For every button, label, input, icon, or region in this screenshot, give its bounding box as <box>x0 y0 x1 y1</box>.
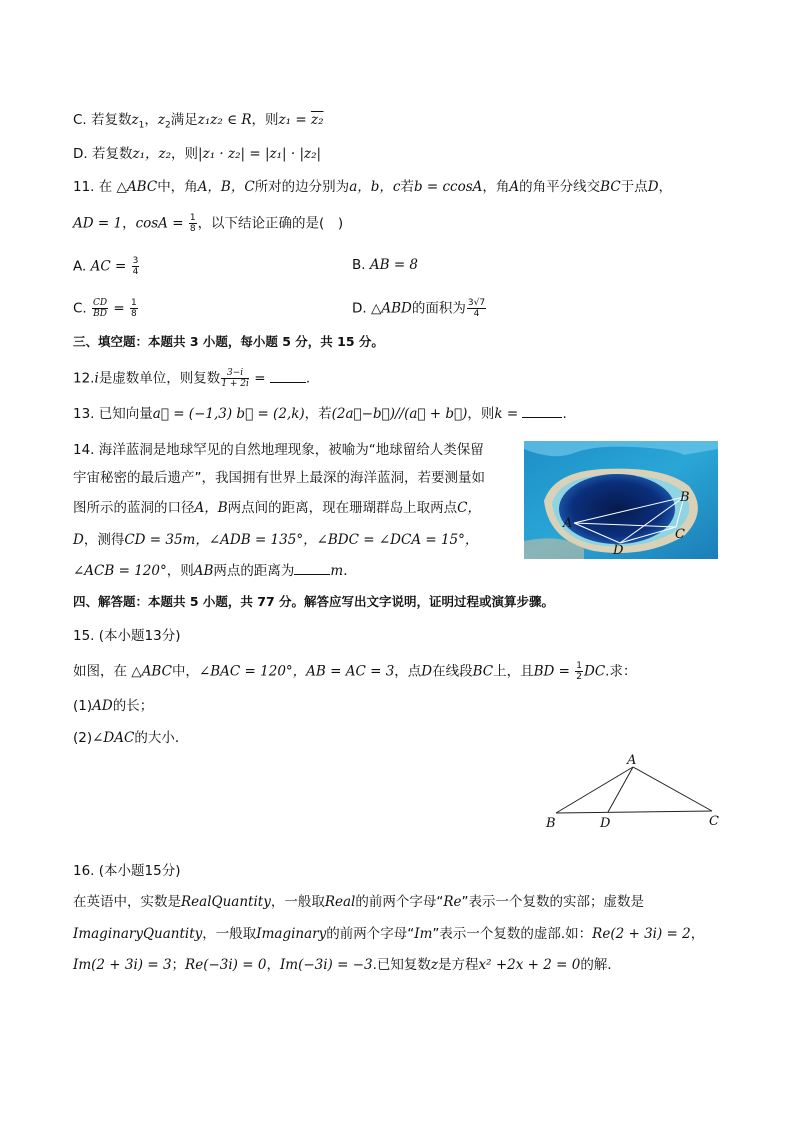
q15-stem <box>73 661 636 682</box>
text: ，角 <box>482 179 510 195</box>
sub-2: 2 <box>165 120 171 131</box>
text: 的大小． <box>134 730 189 746</box>
text: 的角平分线交 <box>519 179 601 195</box>
text: 中， <box>171 663 199 680</box>
q14-line1: 14. 海洋蓝洞是地球罕见的自然地理现象，被喻为“地球留给人类保留 <box>73 442 484 458</box>
expr-product: z₁z₂ ∈ R <box>197 112 252 128</box>
m: AD = 1 <box>73 215 123 232</box>
sub-1: 1 <box>138 120 145 131</box>
den: 4 <box>132 267 139 277</box>
text: 在英语中，实数是 <box>73 894 181 910</box>
m: AB <box>193 563 214 579</box>
den: 1 + 2i <box>221 379 249 389</box>
m: RealQuantity <box>181 894 271 910</box>
m: A，B，C <box>197 179 255 195</box>
m: z <box>430 957 439 973</box>
num: 3√7 <box>467 298 486 308</box>
text-mid: 满足 <box>170 112 198 128</box>
side-bc <box>556 811 712 813</box>
q16-line3 <box>73 956 621 974</box>
fraction <box>575 661 583 682</box>
m: Im <box>414 926 433 942</box>
m: ABC <box>141 663 172 680</box>
text: ， <box>690 926 705 942</box>
m: ABD <box>381 300 412 317</box>
m: a，b，c <box>349 179 401 195</box>
text: ，一般取 <box>202 926 257 942</box>
q11-option-b[interactable] <box>352 256 418 274</box>
text: ，则 <box>166 563 194 579</box>
text: 11. 在 △ <box>73 179 127 195</box>
m: A，B <box>194 500 228 516</box>
fraction <box>467 298 486 319</box>
triangle-svg <box>540 750 730 835</box>
text: 两点间的距离，现在珊瑚群岛上取两点 <box>227 500 458 516</box>
fraction <box>189 213 197 234</box>
q11-option-d[interactable] <box>352 298 487 319</box>
den: 8 <box>131 309 137 319</box>
fraction <box>130 298 138 319</box>
text: 12. <box>73 370 95 387</box>
m: D <box>73 532 84 548</box>
m: ∠ACB = 120° <box>73 563 167 579</box>
expr: |z₁ · z₂| = |z₁| · |z₂| <box>198 146 322 162</box>
text: 两点的距离为 <box>213 563 295 579</box>
text: C. <box>73 300 92 317</box>
m: AD <box>92 698 113 714</box>
q14-line2: 宇宙秘密的最后遗产”，我国拥有世界上最深的海洋蓝洞，若要测量如 <box>73 470 485 486</box>
text: 在线段 <box>432 663 473 680</box>
q14-line5 <box>73 562 348 580</box>
text: 是虚数单位，则复数 <box>98 370 221 387</box>
option-c-text: C. 若复数 <box>73 112 132 128</box>
q16-line2 <box>73 925 704 943</box>
text: (1) <box>73 698 93 714</box>
q15-heading: 15. (本小题13分) <box>73 628 181 644</box>
label-a: A <box>627 753 637 768</box>
text: . <box>562 406 567 422</box>
q11-option-a[interactable] <box>73 256 140 277</box>
q15-part1 <box>73 697 153 715</box>
section-4-heading: 四、解答题：本题共 5 小题，共 77 分。解答应写出文字说明，证明过程或演算步骤。 <box>73 594 555 609</box>
photo-label-b: B <box>680 490 690 505</box>
num: 1 <box>576 661 583 671</box>
text: 的面积为 <box>411 300 466 317</box>
m: ImaginaryQuantity <box>73 926 203 942</box>
m: BC <box>472 663 494 680</box>
section-3-heading: 三、填空题：本题共 3 小题，每小题 5 分，共 15 分。 <box>73 334 384 349</box>
den: 8 <box>189 224 196 234</box>
q11-stem-line1 <box>73 178 672 196</box>
text: .求： <box>605 663 637 680</box>
m: C， <box>457 500 482 516</box>
text: 于点 <box>620 179 648 195</box>
den: BD <box>93 309 107 319</box>
text: 所对的边分别为 <box>254 179 350 195</box>
triangle-figure <box>540 750 730 835</box>
q11-stem-line2 <box>73 213 343 234</box>
answer-blank[interactable] <box>294 562 330 575</box>
q12 <box>73 368 310 389</box>
den: 4 <box>473 309 480 319</box>
segment-ad <box>608 767 633 812</box>
comma: ， <box>144 112 158 128</box>
text: 若 <box>400 179 414 195</box>
text: 图所示的蓝洞的口径 <box>73 500 195 516</box>
text: A. <box>73 258 91 275</box>
text: ”表示一个复数的虚部.如： <box>432 926 593 942</box>
den: 2 <box>576 672 583 682</box>
m: ∠DAC <box>92 730 135 746</box>
text: 的解． <box>580 957 621 973</box>
text: (2) <box>73 730 93 746</box>
expr-conj: z₂ <box>310 112 324 128</box>
text-then: ，则 <box>251 112 279 128</box>
num: 3−i <box>221 368 249 379</box>
m: A <box>509 179 520 195</box>
text: ， <box>122 215 136 232</box>
q11-option-c[interactable] <box>73 298 139 319</box>
m: AC = <box>90 258 131 275</box>
m: i <box>94 370 99 387</box>
q16-heading: 16. (本小题15分) <box>73 863 181 879</box>
m: Re <box>443 894 462 910</box>
fraction <box>92 298 108 319</box>
var-z2: z <box>157 112 165 128</box>
fraction <box>132 256 140 277</box>
side-ac <box>633 767 712 811</box>
text: ，一般取 <box>270 894 325 910</box>
answer-blank[interactable] <box>522 405 562 418</box>
m: BD = <box>533 663 575 680</box>
text: D. △ <box>352 300 382 317</box>
m: b = ccosA <box>413 179 483 195</box>
vars: z₁，z₂ <box>132 146 172 162</box>
m: cosA = <box>135 215 188 232</box>
m: Im(2 + 3i) = 3 <box>73 957 172 973</box>
text: ，测得 <box>83 532 125 548</box>
m: D <box>421 663 433 680</box>
q16-line1 <box>73 893 644 911</box>
label-b: B <box>546 816 556 831</box>
m: m. <box>330 563 348 579</box>
num: CD <box>93 298 108 308</box>
m: b⃗ = (2,k) <box>236 406 305 422</box>
q15-part2 <box>73 729 188 747</box>
m: Imaginary <box>256 926 327 942</box>
text: .已知复数 <box>372 957 431 973</box>
m: Re(−3i) = 0 <box>185 957 267 973</box>
m: BC <box>600 179 621 195</box>
label-d: D <box>600 816 611 831</box>
side-ab <box>556 767 633 813</box>
text: 13. 已知向量 <box>73 406 153 422</box>
expr-eq: z₁ = <box>278 112 311 128</box>
blue-hole-photo <box>524 441 718 559</box>
m: x² +2x + 2 = 0 <box>478 957 581 973</box>
var-z1: z <box>131 112 139 128</box>
option-d-text: D. 若复数 <box>73 146 133 162</box>
answer-blank[interactable] <box>270 370 306 383</box>
m: ∠BAC = 120°，AB = AC = 3 <box>198 663 395 680</box>
fraction <box>221 368 249 389</box>
text: B. <box>352 257 370 273</box>
q13 <box>73 405 567 423</box>
num: 1 <box>131 298 137 308</box>
m: ABC <box>126 179 158 195</box>
text: ； <box>171 957 186 973</box>
q10-option-c[interactable] <box>73 111 323 135</box>
text: 上，且 <box>493 663 534 680</box>
text: ，则 <box>467 406 495 422</box>
text: = <box>249 370 270 387</box>
num: 1 <box>189 213 196 223</box>
text: ，点 <box>394 663 422 680</box>
text: ”表示一个复数的实部；虚数是 <box>461 894 645 910</box>
m: AB = 8 <box>369 257 419 273</box>
text: ， <box>658 179 673 195</box>
m: Im(−3i) = −3 <box>279 957 373 973</box>
q14-line4 <box>73 531 478 549</box>
text: = <box>109 300 130 317</box>
photo-label-c: C <box>675 527 685 542</box>
m: CD = 35m，∠ADB = 135°，∠BDC = ∠DCA = 15°， <box>124 532 479 548</box>
num: 3 <box>132 256 139 266</box>
m: a⃗ = (−1,3) <box>152 406 233 422</box>
m: DC <box>584 663 606 680</box>
label-c: C <box>709 814 719 829</box>
text: 中，角 <box>157 179 198 195</box>
q14-line3 <box>73 499 481 517</box>
q10-option-d[interactable] <box>73 145 321 163</box>
text: 如图，在 △ <box>73 663 142 680</box>
text: ， <box>266 957 280 973</box>
m: Re(2 + 3i) = 2 <box>592 926 691 942</box>
text: ，以下结论正确的是( ) <box>197 215 344 232</box>
measurement-lines <box>524 441 718 559</box>
text: . <box>305 370 311 387</box>
text-then: ，则 <box>171 146 199 162</box>
text: ，若 <box>304 406 332 422</box>
m: D <box>647 179 659 195</box>
m: k = <box>494 406 523 422</box>
m: (2a⃗−b⃗)//(a⃗ + b⃗) <box>331 406 468 422</box>
photo-label-a: A <box>563 516 573 531</box>
text: 的前两个字母“ <box>355 894 444 910</box>
photo-label-d: D <box>613 543 624 558</box>
text: 是方程 <box>438 957 479 973</box>
m: Real <box>324 894 356 910</box>
text: 的长； <box>112 698 154 714</box>
text: 的前两个字母“ <box>326 926 415 942</box>
